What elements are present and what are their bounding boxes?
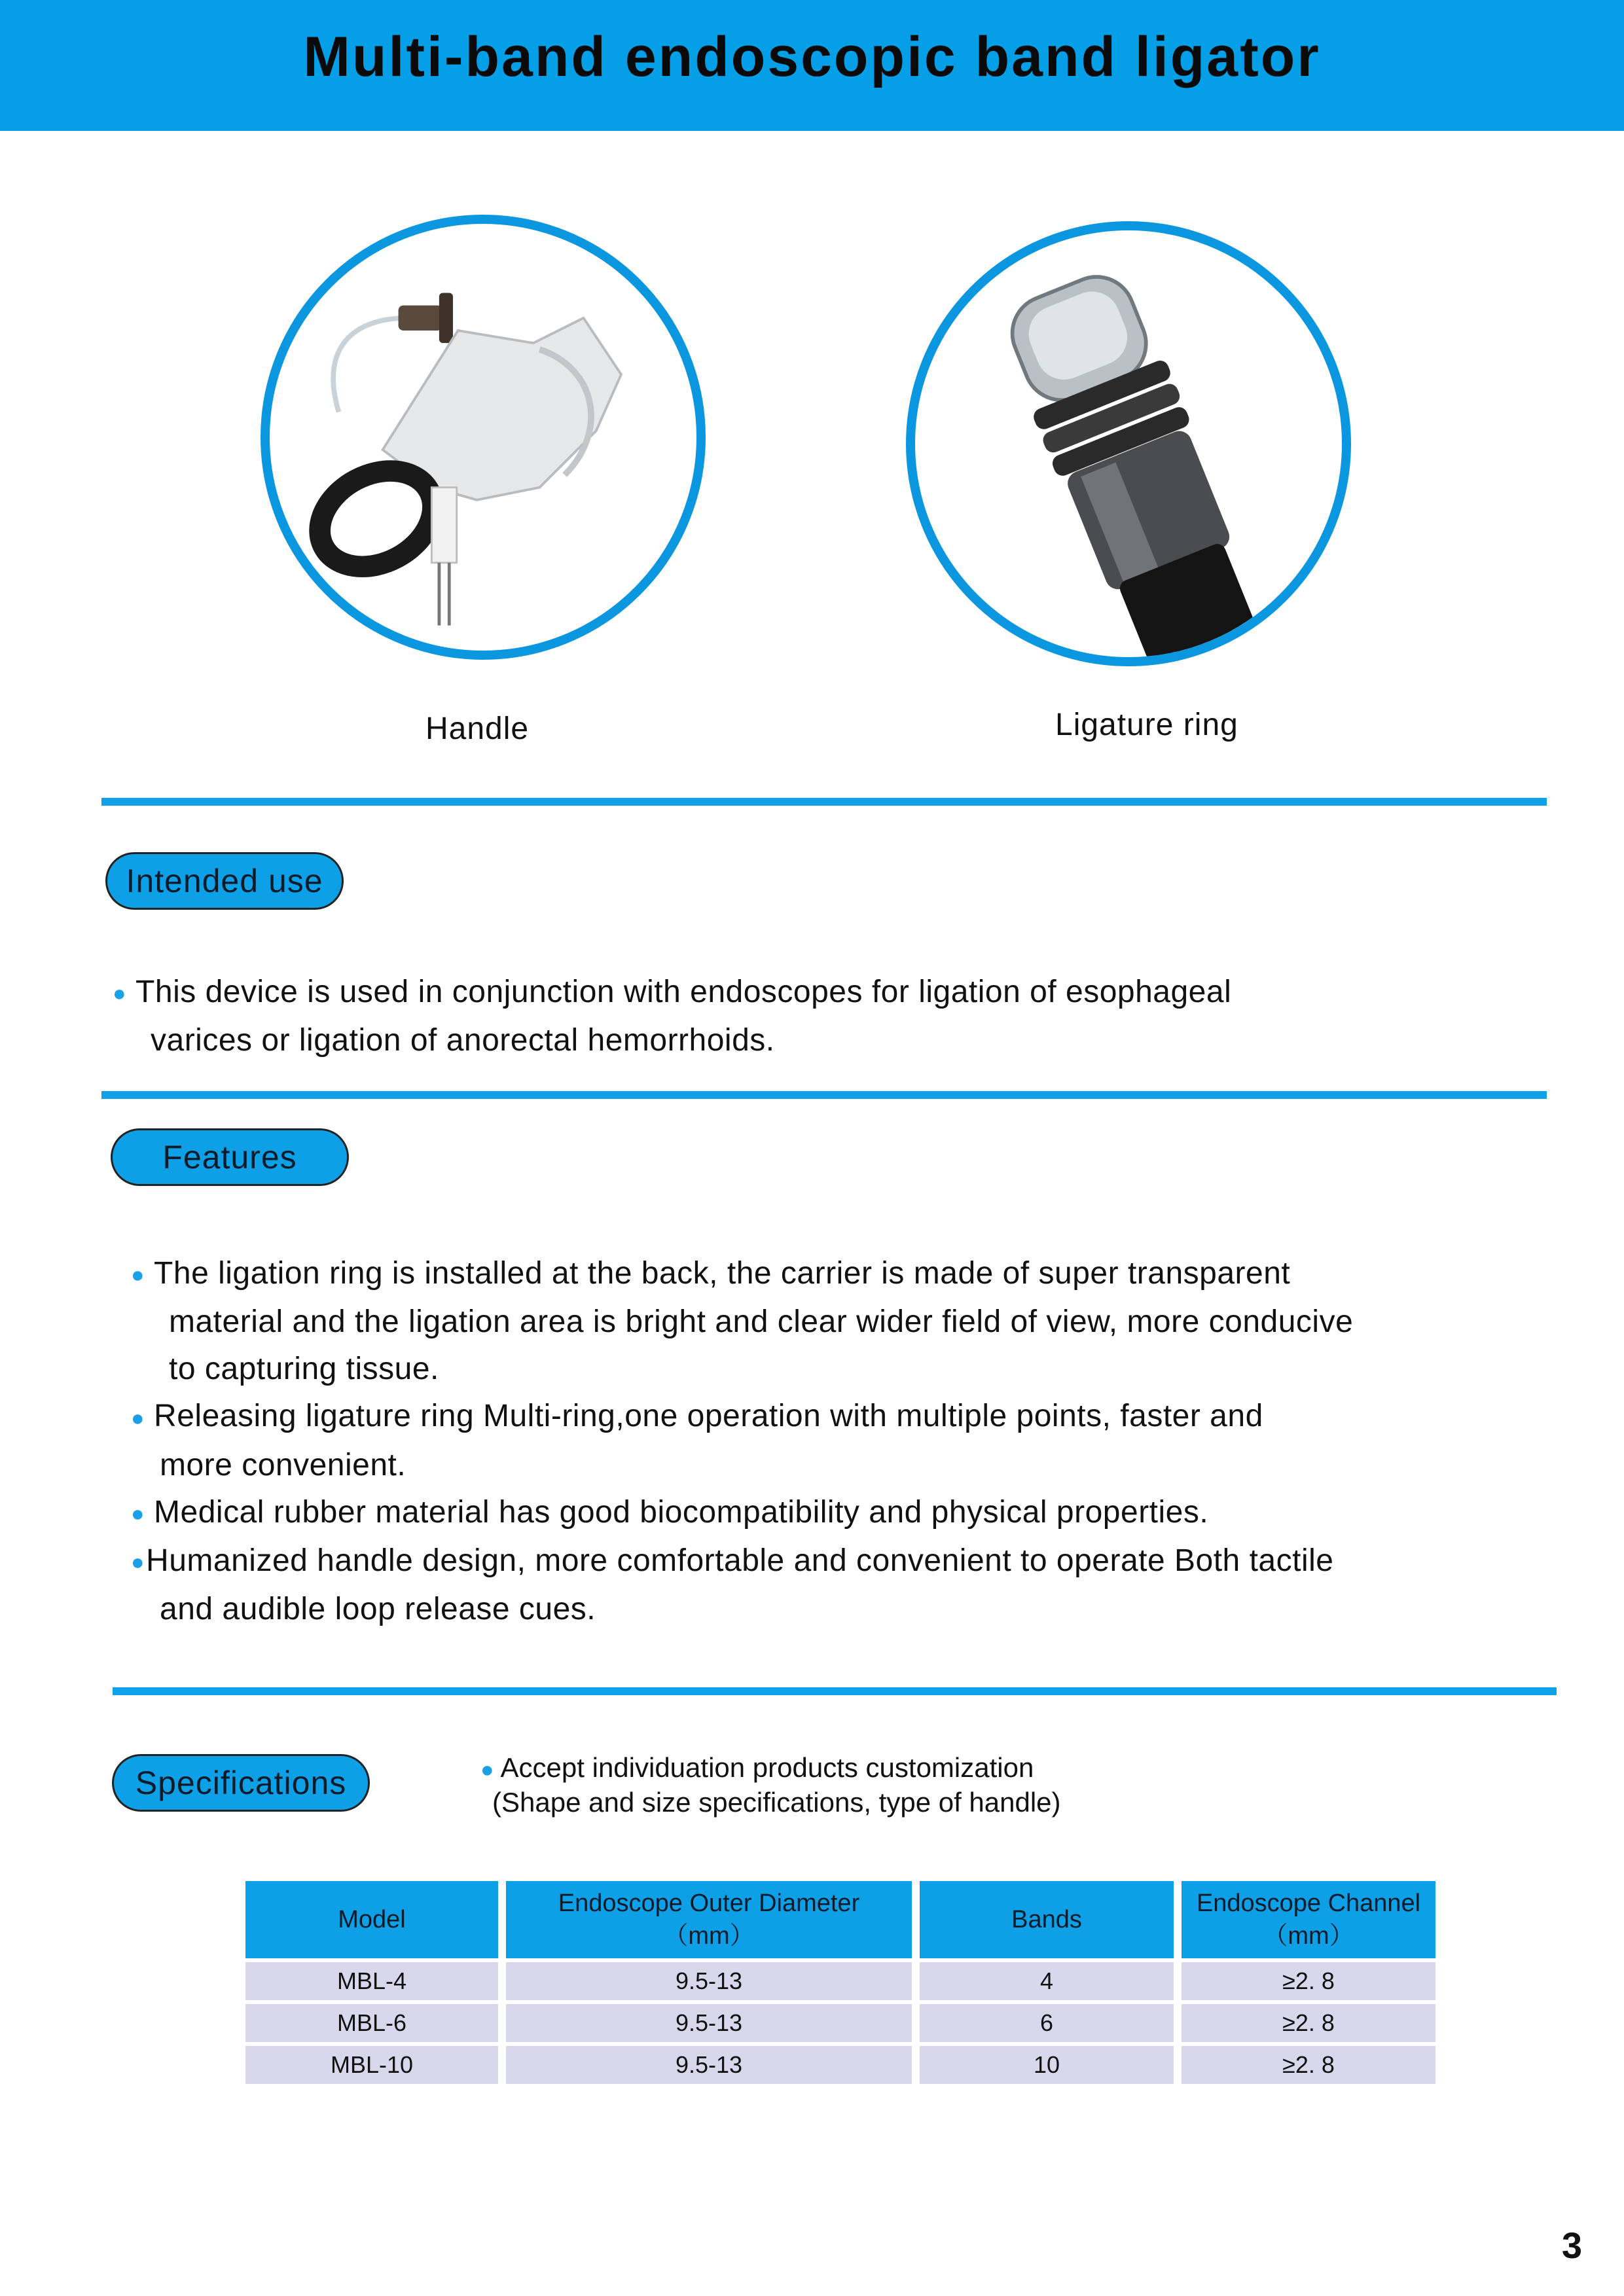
bullet-icon: ● [131, 1405, 145, 1431]
cell-bands: 4 [920, 1962, 1174, 2000]
specifications-table [238, 1877, 1443, 2088]
cell-diameter: 9.5-13 [506, 2004, 912, 2042]
features-text [131, 1250, 1353, 1633]
page-title: Multi-band endoscopic band ligator [303, 26, 1321, 88]
ligature-ring-caption: Ligature ring [1055, 708, 1238, 742]
header-bands: Bands [920, 1881, 1174, 1958]
features-label: Features [111, 1128, 349, 1186]
divider-1 [101, 798, 1547, 806]
cell-channel: ≥2. 8 [1182, 1962, 1435, 2000]
feature-line-1: ● The ligation ring is installed at the back, the carrier is made of super transparent [131, 1256, 1291, 1291]
feature-line-4: ● Releasing ligature ring Multi-ring,one operation with multiple points, faster and [131, 1399, 1263, 1434]
intended-use-text [113, 969, 1231, 1064]
cell-diameter: 9.5-13 [506, 2046, 912, 2084]
specifications-note-line-2: (Shape and size specifications, type of handle) [492, 1786, 1061, 1818]
feature-line-7: ●Humanized handle design, more comfortable and convenient to operate Both tactile [131, 1543, 1334, 1578]
table-row [245, 2004, 1435, 2042]
cell-diameter: 9.5-13 [506, 1962, 912, 2000]
page-number: 3 [1561, 2225, 1582, 2266]
table-row [245, 2046, 1435, 2084]
feature-line-2: material and the ligation area is bright and clear wider field of view, more conducive [169, 1304, 1354, 1340]
divider-3 [113, 1687, 1557, 1695]
cell-model: MBL-4 [245, 1962, 498, 2000]
ligature-ring-photo [906, 221, 1351, 666]
bullet-icon: ● [480, 1757, 494, 1782]
handle-caption: Handle [425, 711, 530, 746]
feature-line-6: ● Medical rubber material has good biocompatibility and physical properties. [131, 1494, 1209, 1530]
cell-bands: 6 [920, 2004, 1174, 2042]
handle-illustration [270, 224, 696, 651]
intended-use-line-2: varices or ligation of anorectal hemorrhoids. [151, 1023, 775, 1058]
header-outer-diameter: Endoscope Outer Diameter （mm） [506, 1881, 912, 1958]
bullet-icon: ● [113, 981, 127, 1007]
bullet-icon: ● [131, 1501, 145, 1526]
divider-2 [101, 1091, 1547, 1099]
table-row [245, 1962, 1435, 2000]
cell-model: MBL-10 [245, 2046, 498, 2084]
specifications-note-line-1: ● Accept individuation products customization [480, 1752, 1034, 1783]
header-banner [0, 0, 1624, 131]
feature-line-8: and audible loop release cues. [160, 1592, 596, 1627]
cell-bands: 10 [920, 2046, 1174, 2084]
header-model: Model [245, 1881, 498, 1958]
cell-channel: ≥2. 8 [1182, 2004, 1435, 2042]
intended-use-label: Intended use [105, 852, 344, 910]
bullet-icon: ● [131, 1263, 145, 1288]
specifications-label: Specifications [112, 1754, 370, 1812]
cell-channel: ≥2. 8 [1182, 2046, 1435, 2084]
header-channel: Endoscope Channel （mm） [1182, 1881, 1435, 1958]
handle-photo [261, 215, 706, 660]
feature-line-3: to capturing tissue. [169, 1352, 439, 1387]
table-header-row [245, 1881, 1435, 1958]
specifications-note [480, 1751, 1061, 1819]
cell-model: MBL-6 [245, 2004, 498, 2042]
intended-use-line-1: ● This device is used in conjunction with endoscopes for ligation of esophageal [113, 975, 1232, 1009]
feature-line-5: more convenient. [160, 1447, 406, 1482]
ligature-ring-illustration [915, 230, 1342, 657]
bullet-icon: ● [131, 1550, 145, 1575]
